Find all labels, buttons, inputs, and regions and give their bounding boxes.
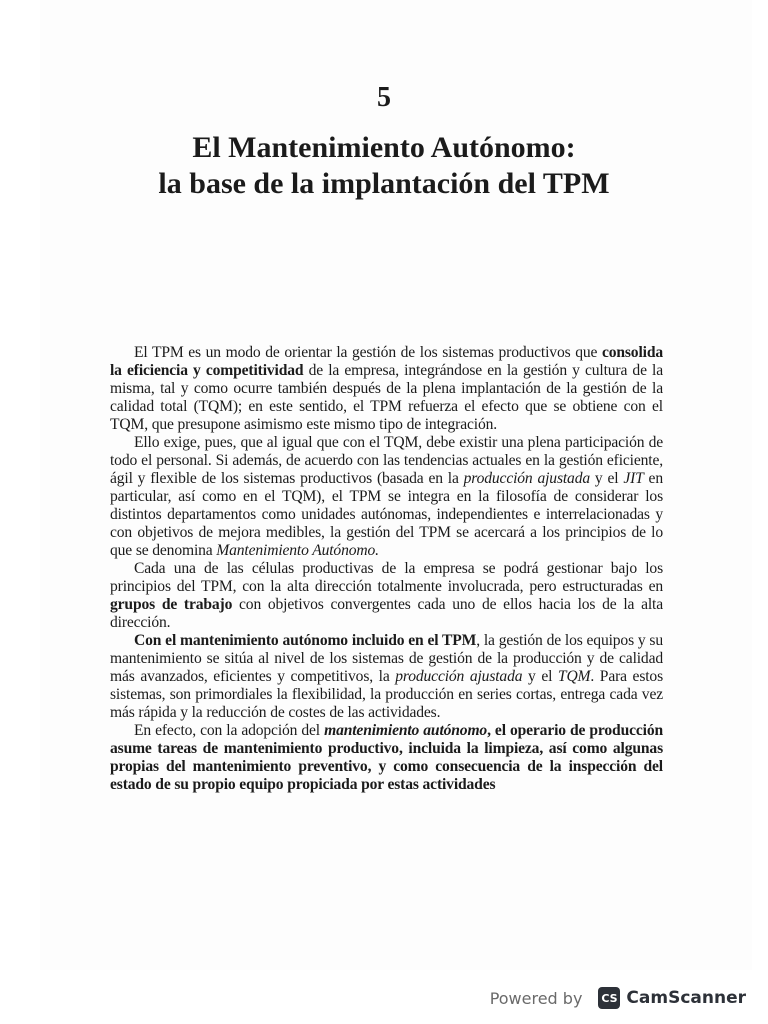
p4-text-d: y el [522,668,558,685]
p2-italic-3: Mantenimiento Autónomo. [216,542,379,559]
camscanner-watermark [490,984,750,1012]
p3-bold: grupos de trabajo [110,596,233,613]
p4-italic-2: TQM [557,668,591,685]
body-text [110,344,663,794]
p4-italic-1: producción ajustada [395,668,523,685]
p1-bold: consolida la eficiencia y competitividad [110,344,663,379]
p2-italic-2: JIT [623,470,644,487]
p4-text-b: , la gestión de los equipos y su mantenimiento se sitúa al nivel de los sistemas de gestión de la producción y de calidad más avanzados, eficientes y competitivos, la [110,632,663,685]
p5-bold-italic: mantenimiento autónomo [324,722,488,739]
paragraph-4 [110,632,663,722]
p4-bold: Con el mantenimiento autónomo incluido en el TPM [134,632,477,649]
p2-italic-1: producción ajustada [463,470,590,487]
p1-text-c: de la empresa, integrándose en la gestión y cultura de la misma, tal y como ocurre también después de la plena implantación de la gestión de la calidad total (TQM); en este sentido, el TPM refuerza el efecto que se obtiene con el TQM, que presupone asimismo este mismo tipo de integración. [110,362,663,433]
powered-by-label: Powered by [489,988,583,1008]
p2-text-a: Ello exige, pues, que al igual que con el TQM, debe existir una plena participación de todo el personal. Si además, de acuerdo con las tendencias actuales en la gestión eficiente, ágil y flexible de los sistemas productivos (basada en la [110,434,663,487]
p1-text-a: El TPM es un modo de orientar la gestión de los sistemas productivos que [134,344,602,361]
chapter-title-line-2: la base de la implantación del TPM [158,167,610,200]
p5-text-a: En efecto, con la adopción del [134,722,325,739]
paragraph-3 [110,560,663,632]
chapter-title [0,130,768,202]
p5-bold: , el operario de producción asume tareas de mantenimiento productivo, incluida la limpieza, así como algunas propias del mantenimiento preventivo, y como consecuencia de la inspección del estado de su propio equipo propiciada por estas actividades [110,722,663,793]
p3-text-c: con objetivos convergentes cada uno de ellos hacia los de la alta dirección. [110,596,664,631]
camscanner-brand: CamScanner [626,988,746,1008]
paragraph-5 [110,722,663,794]
chapter-number: 5 [377,82,391,113]
chapter-title-line-1: El Mantenimiento Autónomo: [192,131,576,164]
paragraph-2 [110,434,663,560]
p2-text-e: en particular, así como en el TQM), el TPM se integra en la filosofía de considerar los distintos departamentos como unidades autónomas, independientes e interrelacionadas y con objetivos de mejora medibles, la gestión del TPM se acercará a los principios de lo que se denomina [110,470,663,559]
p3-text-a: Cada una de las células productivas de la empresa se podrá gestionar bajo los principios del TPM, con la alta dirección totalmente involucrada, pero estructuradas en [110,560,663,595]
paragraph-1 [110,344,663,434]
p2-text-c: y el [590,470,624,487]
camscanner-logo [594,985,750,1011]
camscanner-badge-icon: CS [598,987,620,1009]
p4-text-f: . Para estos sistemas, son primordiales la flexibilidad, la producción en series cortas, entrega cada vez más rápida y la reducción de costes de las actividades. [110,668,663,721]
